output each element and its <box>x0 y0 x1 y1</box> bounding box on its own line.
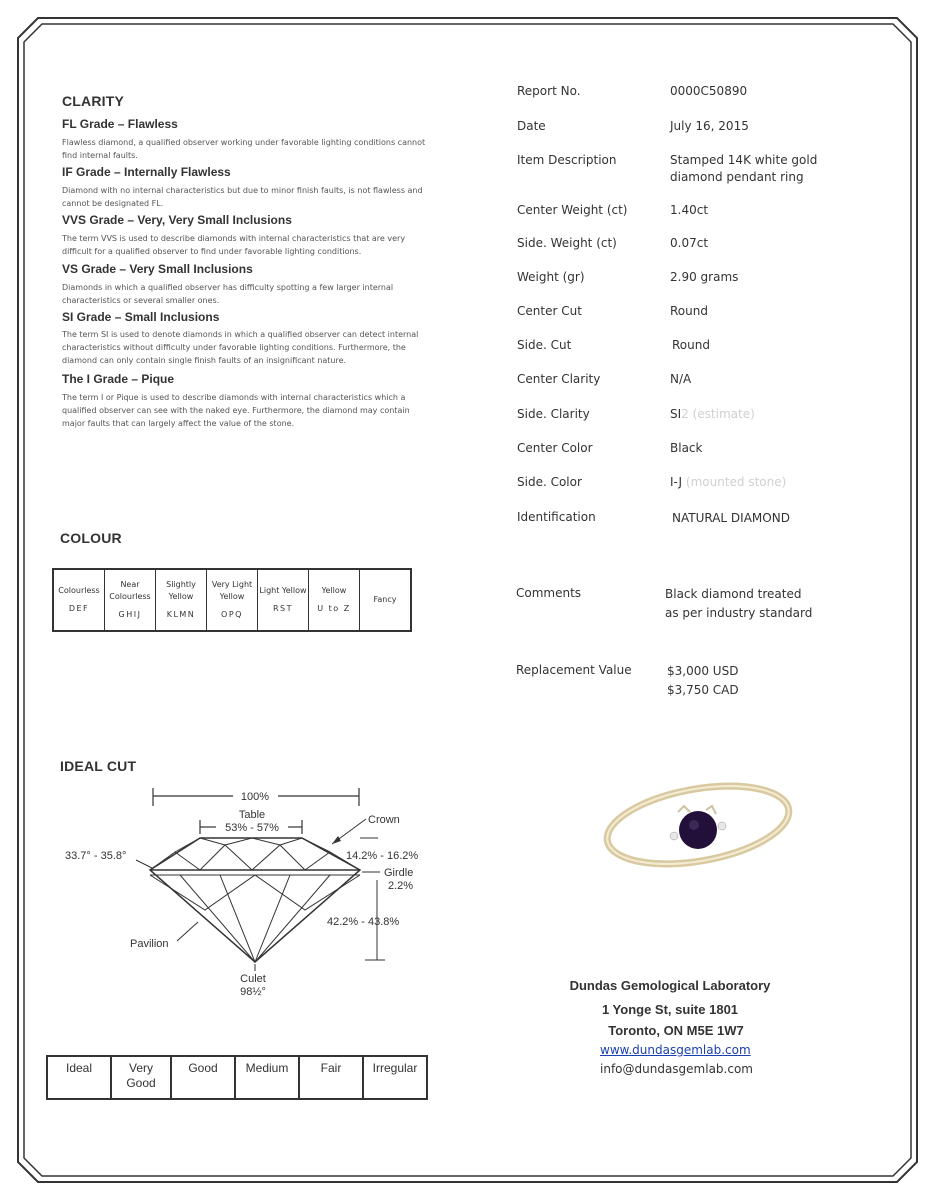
side-clarity-grade: SI <box>670 407 682 421</box>
comments-label: Comments <box>516 586 582 600</box>
center-cut-value: Round <box>670 304 708 318</box>
girdle-value: 2.2% <box>388 880 414 892</box>
cut-grade-cell: Fair <box>299 1056 363 1099</box>
colour-name: Slightly Yellow <box>166 580 196 601</box>
grade-vs-title: VS Grade – Very Small Inclusions <box>62 262 253 276</box>
diamond-cut-diagram <box>40 780 460 1010</box>
grade-si-title: SI Grade – Small Inclusions <box>62 310 220 324</box>
table-range-label: 53% - 57% <box>225 822 279 834</box>
report-no-value: 0000C50890 <box>670 84 748 98</box>
side-clarity-label: Side. Clarity <box>517 407 590 421</box>
colour-cell <box>207 569 258 631</box>
date-value: July 16, 2015 <box>670 119 749 133</box>
grade-if-title: IF Grade – Internally Flawless <box>62 165 231 179</box>
grade-fl-desc: Flawless diamond, a qualified observer working under favorable lighting conditions cannot find internal faults. <box>62 138 426 160</box>
total-width-label: 100% <box>240 791 270 803</box>
crown-label: Crown <box>368 814 400 826</box>
girdle-label: Girdle <box>384 867 414 879</box>
colour-cell <box>309 569 360 631</box>
pavilion-label: Pavilion <box>130 938 169 950</box>
table-label: Table <box>238 809 266 821</box>
colour-name: Near Colourless <box>109 580 151 601</box>
side-weight-label: Side. Weight (ct) <box>517 236 617 250</box>
cut-grade-cell: Ideal <box>47 1056 111 1099</box>
culet-label: Culet <box>240 973 266 985</box>
colour-name: Colourless <box>58 586 100 595</box>
grade-fl-title: FL Grade – Flawless <box>62 117 178 131</box>
weight-label: Weight (gr) <box>517 270 585 284</box>
report-no-label: Report No. <box>517 84 581 98</box>
comments-value: Black diamond treated as per industry standard <box>665 587 813 620</box>
crown-angle-label: 33.7° - 35.8° <box>65 850 127 862</box>
cut-grade-table <box>46 1055 428 1100</box>
colour-name: Yellow <box>321 586 347 595</box>
side-clarity-value <box>670 406 755 423</box>
center-cut-label: Center Cut <box>517 304 582 318</box>
item-description-label: Item Description <box>517 153 617 167</box>
center-color-value: Black <box>670 441 703 455</box>
center-weight-value: 1.40ct <box>670 203 709 217</box>
side-color-grade: I-J <box>670 475 683 489</box>
ring-photo <box>598 770 808 890</box>
cut-grade-cell: Irregular <box>363 1056 427 1099</box>
grade-i-title: The I Grade – Pique <box>62 372 175 386</box>
center-weight-label: Center Weight (ct) <box>517 203 628 217</box>
side-cut-label: Side. Cut <box>517 338 572 352</box>
ideal-cut-title: IDEAL CUT <box>60 758 137 774</box>
colour-cell <box>53 569 105 631</box>
colour-name: Very Light Yellow <box>211 580 253 601</box>
grade-vvs-title: VVS Grade – Very, Very Small Inclusions <box>62 213 292 227</box>
colour-cell <box>360 569 412 631</box>
lab-email: info@dundasgemlab.com <box>600 1062 753 1076</box>
colour-title: COLOUR <box>60 530 122 546</box>
colour-code: U to Z <box>317 604 351 613</box>
colour-cell <box>258 569 309 631</box>
identification-value: NATURAL DIAMOND <box>672 511 790 525</box>
colour-scale-table <box>52 568 412 632</box>
side-weight-value: 0.07ct <box>670 236 709 250</box>
colour-code: RST <box>272 604 294 613</box>
colour-code: KLMN <box>166 610 196 619</box>
pavilion-depth-label: 42.2% - 43.8% <box>327 916 400 928</box>
replacement-usd: $3,000 USD <box>667 664 739 678</box>
weight-value: 2.90 grams <box>670 270 739 284</box>
grade-vs-desc: Diamonds in which a qualified observer has difficulty spotting a few larger internal characteristics or several smaller ones. <box>62 283 394 305</box>
culet-angle-label: 98½° <box>240 986 266 998</box>
grade-vvs-desc: The term VVS is used to describe diamonds with internal characteristics that are very difficult for a qualified observer to find under favorable lighting conditions. <box>62 234 406 256</box>
colour-code: OPQ <box>221 610 243 619</box>
cut-grade-cell: Medium <box>235 1056 299 1099</box>
lab-website-link[interactable]: www.dundasgemlab.com <box>600 1043 751 1057</box>
identification-label: Identification <box>517 510 596 524</box>
side-color-label: Side. Color <box>517 475 582 489</box>
lab-address-line1: 1 Yonge St, suite 1801 <box>601 1002 739 1017</box>
center-color-label: Center Color <box>517 441 593 455</box>
cut-grade-cell: Good <box>171 1056 235 1099</box>
side-color-faded: (mounted stone) <box>685 475 787 489</box>
side-cut-value: Round <box>672 338 710 352</box>
crown-height-label: 14.2% - 16.2% <box>346 850 419 862</box>
replacement-value-label: Replacement Value <box>516 663 632 677</box>
cut-grade-cell: Very Good <box>111 1056 171 1099</box>
replacement-cad: $3,750 CAD <box>667 683 739 697</box>
grade-if-desc: Diamond with no internal characteristics but due to minor finish faults, is not flawless and cannot be designated FL. <box>62 186 423 208</box>
side-clarity-faded: 2 (estimate) <box>681 407 755 421</box>
lab-address-line2: Toronto, ON M5E 1W7 <box>608 1023 744 1038</box>
date-label: Date <box>517 119 546 133</box>
item-description-value: Stamped 14K white gold diamond pendant ring <box>670 153 818 184</box>
colour-cell <box>156 569 207 631</box>
colour-name: Light Yellow <box>259 586 307 595</box>
clarity-title: CLARITY <box>62 93 125 109</box>
colour-code: GHIJ <box>118 610 142 619</box>
grade-i-desc: The term I or Pique is used to describe diamonds with internal characteristics which a qualified observer can see with the naked eye. Furthermore, the diamond may contain major faults that can largely affect the value of the stone. <box>62 393 410 428</box>
grade-si-desc: The term SI is used to denote diamonds in which a qualified observer can detect internal characteristics without difficulty under favorable lighting conditions. Furthermore, the diamond can only contain single finish faults of an insignificant nature. <box>62 330 419 365</box>
colour-cell <box>105 569 156 631</box>
colour-name: Fancy <box>373 595 397 604</box>
colour-code: DEF <box>68 604 90 613</box>
center-clarity-value: N/A <box>670 372 692 386</box>
center-clarity-label: Center Clarity <box>517 372 601 386</box>
lab-name: Dundas Gemological Laboratory <box>569 978 771 993</box>
side-color-value <box>670 474 786 491</box>
